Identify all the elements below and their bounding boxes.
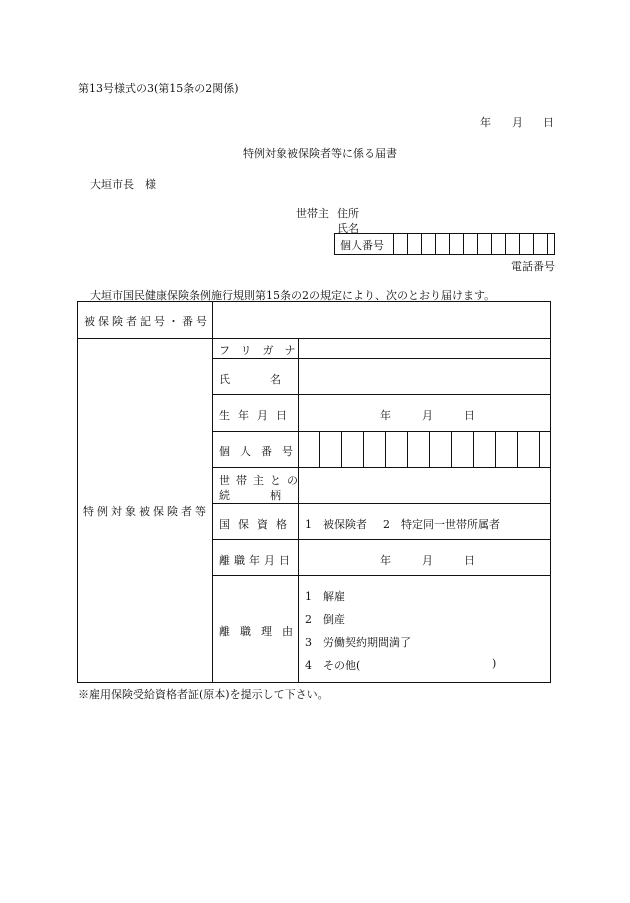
birth-date-label: 生年月日 — [219, 409, 295, 422]
reason-option-1[interactable]: 1 解雇 — [305, 590, 345, 603]
retire-reason-label: 離職理由 — [219, 625, 303, 638]
date-month-label: 月 — [512, 116, 523, 129]
birth-day-label: 日 — [464, 409, 475, 422]
reason-option-2[interactable]: 2 倒産 — [305, 613, 345, 626]
status-option-2[interactable]: 2 特定同一世帯所属者 — [383, 518, 500, 531]
reason-option-4-close: ) — [492, 657, 497, 670]
relation-field[interactable] — [300, 469, 550, 502]
relation-label-line1: 世帯主との — [219, 474, 304, 487]
person-name-label: 氏 名 — [219, 373, 287, 386]
retire-month-label: 月 — [422, 554, 433, 567]
applicant-id-number-label: 個人番号 — [340, 239, 384, 252]
retire-date-label: 離職年月日 — [219, 554, 294, 567]
form-number: 第13号様式の3(第15条の2関係) — [78, 82, 239, 95]
name-label: 氏名 — [337, 222, 359, 235]
special-insured-label: 特例対象被保険者等 — [83, 505, 209, 518]
householder-label: 世帯主 — [296, 207, 329, 220]
address-label: 住所 — [337, 207, 359, 220]
page-title: 特例対象被保険者等に係る届書 — [243, 147, 397, 160]
birth-month-label: 月 — [422, 409, 433, 422]
intro-text: 大垣市国民健康保険条例施行規則第15条の2の規定により、次のとおり届けます。 — [90, 289, 496, 302]
insurance-status-label: 国保資格 — [219, 518, 295, 531]
footnote: ※雇用保険受給資格者証(原本)を提示して下さい。 — [78, 688, 329, 701]
retire-day-label: 日 — [464, 554, 475, 567]
reason-option-3[interactable]: 3 労働契約期間満了 — [305, 636, 411, 649]
phone-label: 電話番号 — [511, 260, 555, 273]
date-day-label: 日 — [543, 116, 554, 129]
applicant-id-digit-cells[interactable] — [393, 233, 561, 255]
relation-label-line2: 続 柄 — [219, 489, 287, 502]
furigana-label: フリガナ — [219, 344, 307, 357]
status-option-1[interactable]: 1 被保険者 — [305, 518, 367, 531]
id-number-label: 個人番号 — [219, 445, 303, 458]
furigana-field[interactable] — [300, 340, 550, 357]
birth-year-label: 年 — [380, 409, 391, 422]
person-name-field[interactable] — [300, 360, 550, 393]
date-year-label: 年 — [480, 116, 491, 129]
addressee: 大垣市長 様 — [90, 178, 156, 191]
id-digit-cells[interactable] — [298, 431, 561, 467]
insured-number-label: 被保険者記号・番号 — [84, 315, 210, 328]
insured-number-field[interactable] — [214, 313, 550, 337]
reason-option-4[interactable]: 4 その他( — [305, 659, 361, 672]
retire-year-label: 年 — [380, 554, 391, 567]
